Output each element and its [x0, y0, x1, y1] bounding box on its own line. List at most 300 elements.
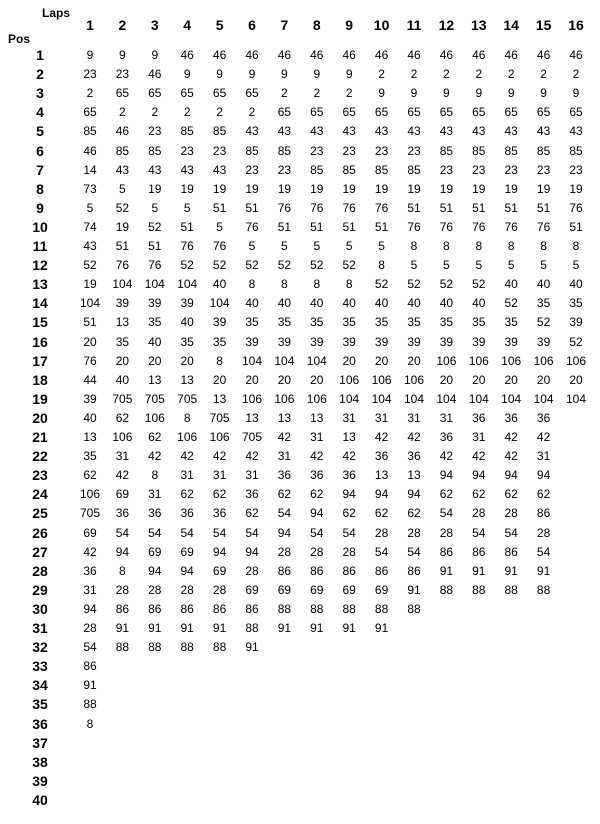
grid-cell: 62 — [472, 487, 486, 502]
position-number-13: 13 — [32, 276, 48, 293]
grid-cell: 9 — [248, 67, 256, 82]
grid-cell: 5 — [86, 200, 94, 215]
grid-cell: 85 — [536, 143, 551, 158]
grid-cell: 2 — [572, 67, 580, 82]
grid-cell: 106 — [371, 372, 392, 387]
grid-cell: 13 — [115, 315, 130, 330]
grid-cell: 9 — [443, 86, 450, 101]
grid-cell: 5 — [183, 200, 191, 215]
grid-cell: 94 — [407, 487, 421, 502]
grid-cell: 54 — [115, 525, 130, 540]
grid-cell: 31 — [374, 410, 389, 425]
grid-cell: 85 — [407, 162, 421, 177]
grid-cell: 54 — [212, 525, 227, 540]
grid-cell: 39 — [439, 334, 454, 349]
grid-cell: 13 — [212, 391, 227, 406]
grid-cell: 40 — [407, 296, 421, 311]
grid-cell: 106 — [177, 430, 198, 444]
grid-cell: 2 — [410, 67, 418, 82]
grid-cell: 31 — [407, 410, 421, 425]
grid-cell: 106 — [565, 353, 587, 368]
position-number-2: 2 — [36, 66, 44, 83]
grid-cell: 40 — [374, 296, 389, 311]
grid-cell: 8 — [248, 277, 256, 292]
position-number-3: 3 — [36, 85, 44, 102]
grid-cell: 23 — [374, 143, 389, 158]
grid-cell: 54 — [374, 544, 389, 559]
grid-cell: 76 — [407, 219, 421, 234]
position-number-5: 5 — [36, 123, 44, 140]
grid-cell: 85 — [569, 143, 583, 158]
grid-cell: 20 — [310, 372, 324, 387]
grid-cell: 8 — [183, 410, 191, 425]
grid-cell: 40 — [569, 277, 583, 292]
grid-cell: 39 — [245, 334, 259, 349]
grid-cell: 39 — [148, 296, 162, 311]
grid-cell: 8 — [313, 277, 321, 292]
grid-cell: 62 — [277, 487, 292, 502]
grid-cell: 28 — [342, 544, 356, 559]
grid-cell: 104 — [306, 353, 327, 368]
grid-cell: 86 — [374, 563, 389, 578]
position-number-12: 12 — [32, 257, 48, 274]
grid-cell: 85 — [374, 162, 389, 177]
grid-cell: 23 — [180, 143, 194, 158]
grid-cell: 20 — [342, 353, 356, 368]
grid-cell: 104 — [274, 353, 295, 368]
grid-cell: 5 — [248, 239, 256, 253]
grid-cell: 106 — [403, 372, 425, 387]
grid-cell: 94 — [212, 544, 227, 559]
grid-cell: 35 — [569, 296, 583, 311]
grid-cell: 62 — [180, 487, 194, 502]
lap-number-9: 9 — [345, 17, 354, 33]
grid-cell: 2 — [540, 67, 547, 82]
grid-cell: 94 — [472, 468, 486, 483]
grid-cell: 51 — [148, 239, 162, 253]
position-number-32: 32 — [32, 639, 48, 656]
grid-cell: 42 — [212, 449, 227, 464]
grid-cell: 39 — [277, 334, 292, 349]
grid-cell: 19 — [245, 181, 259, 196]
position-number-8: 8 — [36, 180, 44, 197]
grid-cell: 85 — [310, 162, 324, 177]
grid-cell: 40 — [472, 296, 486, 311]
grid-cell: 54 — [342, 525, 356, 540]
grid-cell: 76 — [212, 239, 227, 253]
grid-cell: 2 — [248, 105, 256, 120]
position-number-9: 9 — [36, 199, 44, 216]
position-number-28: 28 — [32, 562, 48, 579]
grid-cell: 9 — [507, 86, 515, 101]
grid-cell: 43 — [504, 124, 518, 139]
grid-cell: 705 — [144, 391, 165, 406]
grid-cell: 2 — [507, 67, 515, 82]
grid-cell: 20 — [277, 372, 292, 387]
grid-cell: 20 — [212, 372, 227, 387]
grid-cell: 86 — [115, 601, 130, 616]
grid-cell: 42 — [536, 430, 551, 444]
grid-cell: 65 — [504, 105, 518, 120]
grid-cell: 31 — [277, 449, 292, 464]
grid-cell: 46 — [407, 48, 421, 62]
grid-cell: 40 — [277, 296, 292, 311]
grid-cell: 43 — [472, 124, 486, 139]
grid-cell: 9 — [151, 48, 159, 62]
grid-cell: 9 — [572, 86, 580, 101]
grid-cell: 88 — [374, 601, 389, 616]
position-number-33: 33 — [32, 658, 48, 675]
grid-cell: 69 — [245, 582, 259, 597]
grid-cell: 88 — [472, 582, 486, 597]
grid-cell: 40 — [212, 277, 227, 292]
position-number-4: 4 — [36, 104, 44, 121]
grid-cell: 8 — [507, 239, 515, 253]
grid-cell: 69 — [115, 487, 130, 502]
grid-cell: 23 — [342, 143, 356, 158]
grid-cell: 36 — [180, 506, 194, 521]
grid-cell: 52 — [115, 200, 130, 215]
grid-cell: 86 — [245, 601, 259, 616]
grid-cell: 2 — [345, 86, 353, 101]
grid-cell: 42 — [310, 449, 324, 464]
grid-cell: 35 — [115, 334, 130, 349]
grid-cell: 54 — [83, 640, 97, 655]
grid-cell: 40 — [504, 277, 518, 292]
grid-cell: 40 — [115, 372, 130, 387]
grid-cell: 14 — [83, 162, 97, 177]
grid-cell: 42 — [504, 449, 518, 464]
grid-cell: 36 — [342, 468, 356, 483]
grid-cell: 20 — [374, 353, 389, 368]
grid-cell: 106 — [533, 353, 554, 368]
grid-cell: 86 — [536, 506, 551, 521]
grid-cell: 69 — [310, 582, 324, 597]
position-number-18: 18 — [32, 371, 48, 388]
grid-cell: 69 — [212, 563, 227, 578]
position-number-19: 19 — [32, 390, 48, 407]
grid-cell: 46 — [148, 67, 162, 82]
grid-cell: 42 — [245, 449, 259, 464]
lap-number-3: 3 — [150, 17, 159, 33]
grid-cell: 28 — [212, 582, 227, 597]
grid-cell: 43 — [569, 124, 583, 139]
grid-cell: 19 — [342, 181, 356, 196]
grid-cell: 46 — [83, 143, 97, 158]
grid-cell: 106 — [209, 430, 230, 444]
grid-cell: 88 — [342, 601, 356, 616]
grid-cell: 76 — [569, 200, 583, 215]
grid-cell: 51 — [212, 200, 227, 215]
grid-cell: 46 — [472, 48, 486, 62]
grid-cell: 65 — [569, 105, 583, 120]
grid-cell: 705 — [79, 506, 101, 521]
grid-cell: 65 — [180, 86, 194, 101]
grid-cell: 85 — [277, 143, 292, 158]
grid-cell: 35 — [83, 449, 97, 464]
grid-cell: 104 — [144, 277, 165, 292]
grid-cell: 88 — [439, 582, 454, 597]
grid-cell: 19 — [212, 181, 227, 196]
grid-cell: 54 — [472, 525, 486, 540]
grid-cell: 43 — [115, 162, 130, 177]
grid-cell: 88 — [245, 621, 259, 635]
grid-cell: 69 — [374, 582, 389, 597]
grid-cell: 51 — [245, 200, 259, 215]
grid-cell: 94 — [374, 487, 389, 502]
grid-cell: 8 — [151, 468, 159, 483]
grid-cell: 36 — [83, 563, 97, 578]
grid-cell: 94 — [536, 468, 551, 483]
grid-cell: 42 — [115, 468, 130, 483]
grid-cell: 104 — [371, 391, 392, 406]
grid-cell: 46 — [212, 48, 227, 62]
grid-cell: 91 — [439, 563, 454, 578]
grid-cell: 62 — [212, 487, 227, 502]
grid-cell: 13 — [374, 468, 389, 483]
grid-cell: 52 — [407, 277, 421, 292]
grid-cell: 69 — [148, 544, 162, 559]
grid-cell: 54 — [536, 544, 551, 559]
grid-cell: 76 — [180, 239, 194, 253]
grid-cell: 91 — [212, 621, 227, 635]
grid-cell: 44 — [83, 372, 97, 387]
grid-cell: 46 — [439, 48, 454, 62]
grid-cell: 51 — [472, 200, 486, 215]
position-number-17: 17 — [32, 352, 48, 369]
grid-cell: 31 — [245, 468, 259, 483]
grid-cell: 65 — [472, 105, 486, 120]
grid-cell: 104 — [403, 391, 425, 406]
position-number-22: 22 — [32, 448, 48, 465]
grid-cell: 20 — [148, 353, 162, 368]
grid-cell: 42 — [374, 430, 389, 444]
grid-cell: 31 — [439, 410, 454, 425]
grid-cell: 23 — [148, 124, 162, 139]
grid-cell: 23 — [536, 162, 551, 177]
grid-cell: 52 — [148, 219, 162, 234]
grid-cell: 94 — [148, 563, 162, 578]
grid-cell: 20 — [472, 372, 486, 387]
grid-cell: 31 — [212, 468, 227, 483]
grid-cell: 106 — [501, 353, 522, 368]
grid-cell: 20 — [115, 353, 130, 368]
grid-cell: 9 — [410, 86, 418, 101]
grid-cell: 40 — [342, 296, 356, 311]
grid-cell: 39 — [569, 315, 583, 330]
position-number-38: 38 — [32, 753, 48, 770]
grid-cell: 35 — [407, 315, 421, 330]
grid-cell: 42 — [407, 430, 421, 444]
grid-cell: 39 — [407, 334, 421, 349]
grid-cell: 9 — [183, 67, 191, 82]
grid-cell: 52 — [569, 334, 583, 349]
grid-cell: 39 — [83, 391, 97, 406]
grid-cell: 23 — [472, 162, 486, 177]
lap-number-10: 10 — [373, 17, 390, 33]
grid-cell: 8 — [410, 239, 418, 253]
grid-cell: 88 — [148, 640, 162, 655]
grid-cell: 2 — [475, 67, 483, 82]
grid-cell: 46 — [277, 48, 292, 62]
grid-cell: 13 — [342, 430, 356, 444]
grid-cell: 104 — [112, 277, 133, 292]
grid-cell: 46 — [536, 48, 551, 62]
grid-cell: 62 — [148, 430, 162, 444]
grid-cell: 2 — [281, 86, 288, 101]
grid-cell: 43 — [83, 239, 97, 253]
grid-cell: 13 — [180, 372, 194, 387]
grid-cell: 19 — [536, 181, 551, 196]
grid-cell: 69 — [180, 544, 194, 559]
grid-cell: 40 — [310, 296, 324, 311]
grid-cell: 91 — [310, 621, 324, 635]
grid-cell: 9 — [475, 86, 483, 101]
grid-cell: 46 — [245, 48, 259, 62]
grid-cell: 28 — [310, 544, 324, 559]
grid-cell: 46 — [504, 48, 518, 62]
grid-cell: 5 — [507, 258, 515, 273]
grid-cell: 52 — [277, 258, 292, 273]
grid-cell: 23 — [407, 143, 421, 158]
position-number-15: 15 — [32, 314, 48, 331]
grid-cell: 35 — [342, 315, 356, 330]
grid-cell: 19 — [407, 181, 421, 196]
grid-cell: 85 — [342, 162, 356, 177]
grid-cell: 51 — [504, 200, 518, 215]
grid-cell: 35 — [504, 315, 518, 330]
grid-cell: 20 — [569, 372, 583, 387]
grid-cell: 9 — [281, 67, 288, 82]
grid-cell: 86 — [212, 601, 227, 616]
grid-cell: 106 — [241, 391, 263, 406]
grid-cell: 43 — [374, 124, 389, 139]
grid-cell: 9 — [540, 86, 547, 101]
grid-cell: 65 — [310, 105, 324, 120]
grid-cell: 94 — [439, 468, 454, 483]
grid-cell: 69 — [277, 582, 292, 597]
laps-header-label: Laps — [42, 6, 71, 20]
grid-cell: 36 — [472, 410, 486, 425]
grid-cell: 52 — [374, 277, 389, 292]
grid-cell: 28 — [83, 621, 97, 635]
grid-cell: 88 — [212, 640, 227, 655]
position-number-16: 16 — [32, 333, 48, 350]
grid-cell: 94 — [504, 468, 518, 483]
grid-cell: 106 — [436, 353, 457, 368]
grid-cell: 36 — [277, 468, 292, 483]
grid-cell: 85 — [180, 124, 194, 139]
grid-cell: 106 — [468, 353, 489, 368]
grid-cell: 51 — [83, 315, 97, 330]
grid-cell: 8 — [475, 239, 483, 253]
grid-cell: 13 — [407, 468, 421, 483]
grid-cell: 94 — [310, 506, 324, 521]
grid-cell: 106 — [306, 391, 327, 406]
grid-cell: 40 — [245, 296, 259, 311]
grid-cell: 2 — [443, 67, 450, 82]
grid-cell: 43 — [245, 124, 259, 139]
grid-cell: 73 — [83, 181, 97, 196]
grid-cell: 39 — [115, 296, 130, 311]
grid-cell: 91 — [472, 563, 486, 578]
grid-cell: 36 — [310, 468, 324, 483]
lap-number-14: 14 — [503, 17, 519, 33]
grid-cell: 54 — [310, 525, 324, 540]
grid-cell: 91 — [342, 621, 356, 635]
grid-cell: 19 — [310, 181, 324, 196]
grid-cell: 19 — [277, 181, 292, 196]
grid-cell: 36 — [212, 506, 227, 521]
grid-cell: 31 — [148, 487, 162, 502]
grid-cell: 2 — [216, 105, 223, 120]
grid-cell: 43 — [407, 124, 421, 139]
position-number-24: 24 — [32, 486, 48, 503]
grid-cell: 8 — [119, 563, 126, 578]
grid-cell: 20 — [536, 372, 551, 387]
grid-cell: 39 — [472, 334, 486, 349]
grid-cell: 705 — [177, 391, 198, 406]
grid-cell: 20 — [245, 372, 259, 387]
grid-cell: 104 — [436, 391, 457, 406]
position-number-31: 31 — [32, 620, 48, 636]
grid-cell: 94 — [245, 544, 259, 559]
grid-cell: 5 — [281, 239, 288, 253]
grid-cell: 91 — [407, 582, 421, 597]
grid-cell: 31 — [536, 449, 551, 464]
lap-number-8: 8 — [312, 17, 321, 33]
grid-cell: 28 — [504, 506, 518, 521]
grid-cell: 705 — [112, 391, 133, 406]
grid-cell: 36 — [439, 430, 454, 444]
grid-cell: 5 — [378, 239, 385, 253]
grid-cell: 51 — [180, 219, 194, 234]
grid-cell: 51 — [115, 239, 130, 253]
grid-cell: 2 — [183, 105, 191, 120]
grid-cell: 20 — [83, 334, 97, 349]
grid-cell: 31 — [310, 430, 324, 444]
grid-cell: 62 — [310, 487, 324, 502]
lap-number-4: 4 — [183, 17, 192, 33]
grid-cell: 42 — [472, 449, 486, 464]
grid-cell: 65 — [115, 86, 130, 101]
grid-cell: 65 — [212, 86, 227, 101]
grid-cell: 28 — [536, 525, 551, 540]
grid-cell: 86 — [472, 544, 486, 559]
grid-cell: 9 — [216, 67, 223, 82]
grid-cell: 5 — [151, 200, 159, 215]
grid-cell: 88 — [504, 582, 518, 597]
grid-cell: 43 — [277, 124, 292, 139]
grid-cell: 76 — [439, 219, 454, 234]
grid-cell: 52 — [472, 277, 486, 292]
grid-cell: 51 — [310, 219, 324, 234]
lap-number-15: 15 — [535, 17, 552, 33]
grid-cell: 39 — [212, 315, 227, 330]
position-number-36: 36 — [32, 715, 48, 732]
grid-cell: 28 — [180, 582, 194, 597]
grid-cell: 104 — [533, 391, 554, 406]
grid-cell: 94 — [180, 563, 194, 578]
grid-cell: 39 — [374, 334, 389, 349]
grid-cell: 40 — [536, 277, 551, 292]
grid-cell: 106 — [274, 391, 295, 406]
grid-cell: 86 — [180, 601, 194, 616]
grid-cell: 28 — [115, 582, 130, 597]
lap-number-13: 13 — [471, 17, 487, 33]
grid-cell: 23 — [212, 143, 227, 158]
grid-cell: 85 — [83, 124, 97, 139]
